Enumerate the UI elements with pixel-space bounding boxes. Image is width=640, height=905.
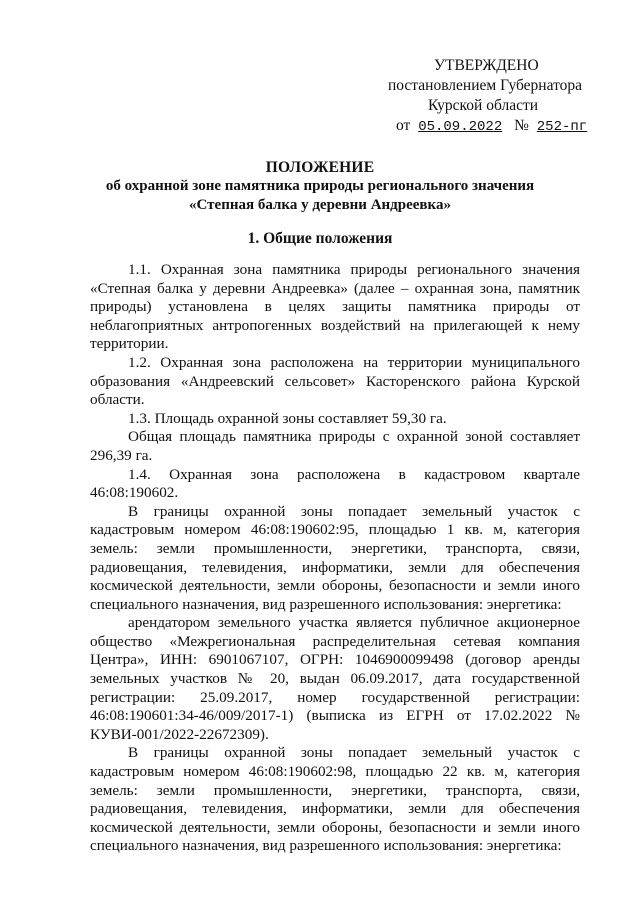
document-title bbox=[60, 158, 580, 215]
approval-date-number bbox=[372, 116, 612, 137]
approval-heading: УТВЕРЖДЕНО bbox=[434, 57, 539, 74]
paragraph-1-2: 1.2. Охранная зона расположена на территории муниципального образования «Андреевский сельсовет» Касторенского района Курской области. bbox=[90, 353, 580, 409]
paragraph-total-area: Общая площадь памятника природы с охранной зоной составляет 296,39 га. bbox=[90, 428, 580, 464]
section-heading: 1. Общие положения bbox=[247, 230, 393, 247]
paragraph-plot-95: В границы охранной зоны попадает земельный участок с кадастровым номером 46:08:190602:95, площадью 1 кв. м, категория земель: земли промышленности, энергетики, транспорта, связи, радиовещания, телевидения, информатики, земли для обеспечения космической деятельности, земли обороны, безопасности и земли иного специального назначения, вид разрешенного использования: энергетика: bbox=[90, 502, 580, 613]
title-line-2: об охранной зоне памятника природы регионального значения bbox=[105, 178, 535, 194]
paragraph-1-4: 1.4. Охранная зона расположена в кадастровом квартале 46:08:190602. bbox=[90, 465, 580, 502]
title-line-1: ПОЛОЖЕНИЕ bbox=[265, 159, 375, 176]
title-line-3: «Степная балка у деревни Андреевка» bbox=[189, 197, 451, 213]
paragraph-1-1: 1.1. Охранная зона памятника природы регионального значения «Степная балка у деревни Андреевка» (далее – охранная зона, памятник природы) установлена в целях защиты памятника природы от неблагоприятных антропогенных воздействий на прилегающей к нему территории. bbox=[90, 261, 580, 353]
document-body bbox=[90, 261, 580, 856]
paragraph-plot-98: В границы охранной зоны попадает земельный участок с кадастровым номером 46:08:190602:98, площадью 22 кв. м, категория земель: земли промышленности, энергетики, транспорта, связи, радиовещания, телевидения, информатики, земли для обеспечения космической деятельности, земли обороны, безопасности и земли иного специального назначения, вид разрешенного использования: энергетика: bbox=[90, 744, 580, 855]
paragraph-1-3: 1.3. Площадь охранной зоны составляет 59,30 га. bbox=[128, 409, 447, 427]
date-prefix: от bbox=[396, 117, 411, 134]
approval-date: 05.09.2022 bbox=[418, 119, 503, 135]
approval-region: Курской области bbox=[428, 97, 539, 114]
paragraph-lessee: арендатором земельного участка является публичное акционерное общество «Межрегиональная распределительная сетевая компания Центра», ИНН: 6901067107, ОГРН: 1046900099498 (договор аренды земельных участков № 20, выдан 06.09.2017, дата государственной регистрации: 25.09.2017, номер государственной регистрации: 46:08:190601:34-46/009/2017-1) (выписка из ЕГРН от 17.02.2022 № КУВИ-001/2022-22672309). bbox=[90, 614, 580, 743]
approval-authority: постановлением Губернатора bbox=[388, 77, 583, 94]
approval-number: 252-пг bbox=[536, 119, 588, 135]
approval-block bbox=[372, 56, 612, 137]
number-label: № bbox=[514, 117, 529, 134]
